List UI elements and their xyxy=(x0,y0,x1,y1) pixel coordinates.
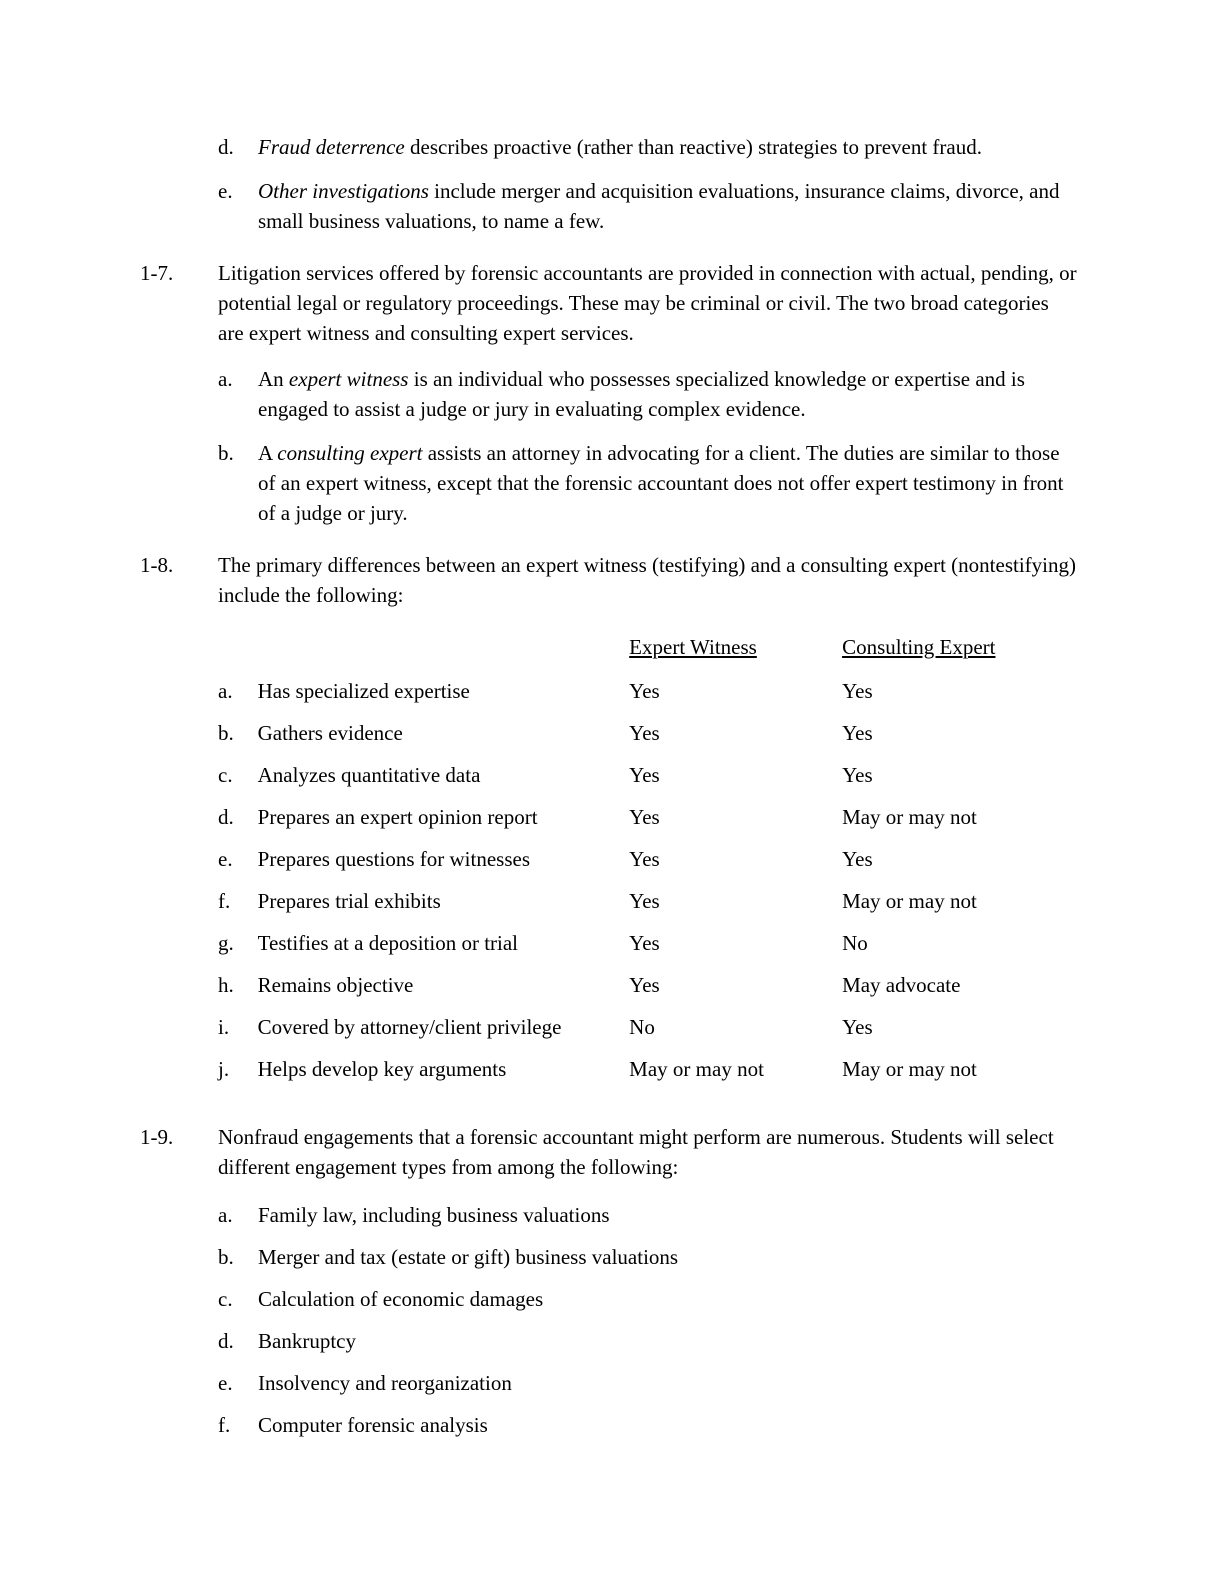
emphasis-term: expert witness xyxy=(288,367,409,391)
row-item-label: Analyzes quantitative data xyxy=(257,763,481,787)
row-marker: e. xyxy=(218,847,233,871)
paragraph-text: Litigation services offered by forensic accountants are provided in connection with actual, pending, or potential legal or regulatory proceedings. These may be criminal or civil. The two broad categories are expert witness and consulting expert services. xyxy=(218,261,1077,345)
list-item xyxy=(218,1368,1080,1398)
list-marker: d. xyxy=(218,1329,234,1353)
row-consulting-expert-value: May advocate xyxy=(842,973,961,997)
list-item-text xyxy=(258,132,1078,162)
row-consulting-expert-value: May or may not xyxy=(842,1057,977,1081)
list-item-text xyxy=(258,364,1078,424)
header-item xyxy=(258,632,630,676)
row-marker: a. xyxy=(218,679,233,703)
numbered-item-1-9 xyxy=(140,1122,1080,1182)
list-item-text: Bankruptcy xyxy=(258,1329,356,1353)
table-row xyxy=(218,928,1080,970)
row-expert-witness-value: Yes xyxy=(629,763,660,787)
row-expert-witness-value: Yes xyxy=(629,805,660,829)
row-expert-witness-value: No xyxy=(629,1015,655,1039)
row-consulting-expert-value: Yes xyxy=(842,679,873,703)
list-item xyxy=(218,1284,1080,1314)
list-item-body: is an individual who possesses specialized knowledge or expertise and is engaged to assist a judge or jury in evaluating complex evidence. xyxy=(258,367,1025,421)
list-item xyxy=(218,1410,1080,1440)
list-marker: b. xyxy=(218,441,234,465)
table-row xyxy=(218,718,1080,760)
list-item xyxy=(218,1242,1080,1272)
row-consulting-expert-value: Yes xyxy=(842,1015,873,1039)
row-marker: g. xyxy=(218,931,234,955)
row-marker: c. xyxy=(218,763,233,787)
list-marker: f. xyxy=(218,1413,231,1437)
list-item xyxy=(218,1326,1080,1356)
list-item-text: Insolvency and reorganization xyxy=(258,1371,512,1395)
table-row xyxy=(218,1012,1080,1054)
header-expert-witness: Expert Witness xyxy=(629,635,757,659)
list-marker: 1-7. xyxy=(140,261,174,285)
table-row xyxy=(218,970,1080,1012)
row-marker: i. xyxy=(218,1015,230,1039)
list-item xyxy=(218,176,1080,236)
row-consulting-expert-value: May or may not xyxy=(842,889,977,913)
row-marker: j. xyxy=(218,1057,230,1081)
numbered-item-1-8 xyxy=(140,550,1080,610)
row-item-label: Remains objective xyxy=(257,973,414,997)
table-body xyxy=(218,676,1080,1096)
row-item-label: Helps develop key arguments xyxy=(257,1057,507,1081)
row-consulting-expert-value: No xyxy=(842,931,868,955)
list-item xyxy=(218,438,1080,528)
row-item-label: Has specialized expertise xyxy=(257,679,470,703)
list-item-text: Computer forensic analysis xyxy=(258,1413,488,1437)
list-marker: b. xyxy=(218,1245,234,1269)
list-item-body: describes proactive (rather than reactive) strategies to prevent fraud. xyxy=(404,135,982,159)
row-expert-witness-value: Yes xyxy=(629,889,660,913)
list-item-body: include merger and acquisition evaluations, insurance claims, divorce, and small business valuations, to name a few. xyxy=(258,179,1060,233)
emphasis-term: Fraud deterrence xyxy=(258,135,405,159)
list-item-text: Merger and tax (estate or gift) business valuations xyxy=(258,1245,679,1269)
paragraph-text: Nonfraud engagements that a forensic accountant might perform are numerous. Students will select different engagement types from among the following: xyxy=(218,1125,1054,1179)
row-expert-witness-value: Yes xyxy=(629,847,660,871)
row-item-label: Testifies at a deposition or trial xyxy=(257,931,519,955)
row-consulting-expert-value: Yes xyxy=(842,847,873,871)
row-expert-witness-value: Yes xyxy=(629,721,660,745)
row-expert-witness-value: May or may not xyxy=(629,1057,764,1081)
nonfraud-engagement-list xyxy=(140,1200,1080,1440)
table-header-row xyxy=(218,632,1080,676)
table-row xyxy=(218,676,1080,718)
list-item-body: assists an attorney in advocating for a client. The duties are similar to those of an expert witness, except that the forensic accountant does not offer expert testimony in front of a judge or jury. xyxy=(258,441,1064,525)
list-item xyxy=(218,132,1080,162)
list-item-prefix: A xyxy=(258,441,278,465)
row-expert-witness-value: Yes xyxy=(629,931,660,955)
paragraph-text: The primary differences between an expert witness (testifying) and a consulting expert (nontestifying) include the following: xyxy=(218,553,1076,607)
list-marker: a. xyxy=(218,1203,233,1227)
list-item-text: Calculation of economic damages xyxy=(258,1287,544,1311)
emphasis-term: Other investigations xyxy=(258,179,429,203)
table-row xyxy=(218,844,1080,886)
row-marker: b. xyxy=(218,721,234,745)
list-marker: e. xyxy=(218,179,233,203)
list-marker: c. xyxy=(218,1287,233,1311)
list-item xyxy=(218,1200,1080,1230)
header-consulting-expert: Consulting Expert xyxy=(842,635,996,659)
row-item-label: Gathers evidence xyxy=(257,721,403,745)
header-marker xyxy=(218,632,258,676)
list-item xyxy=(218,364,1080,424)
row-consulting-expert-value: Yes xyxy=(842,763,873,787)
list-marker: d. xyxy=(218,135,234,159)
list-marker: e. xyxy=(218,1371,233,1395)
list-marker: a. xyxy=(218,367,233,391)
comparison-table-wrapper xyxy=(218,632,1080,1096)
list-marker: 1-8. xyxy=(140,553,174,577)
row-item-label: Covered by attorney/client privilege xyxy=(257,1015,562,1039)
table-row xyxy=(218,886,1080,928)
row-marker: d. xyxy=(218,805,234,829)
numbered-item-1-7 xyxy=(140,258,1080,348)
emphasis-term: consulting expert xyxy=(277,441,423,465)
table-row xyxy=(218,802,1080,844)
row-marker: f. xyxy=(218,889,231,913)
row-item-label: Prepares trial exhibits xyxy=(257,889,441,913)
row-expert-witness-value: Yes xyxy=(629,679,660,703)
list-item-prefix: An xyxy=(258,367,289,391)
list-item-text xyxy=(258,176,1078,236)
list-marker: 1-9. xyxy=(140,1125,174,1149)
page-content xyxy=(140,132,1080,1452)
row-marker: h. xyxy=(218,973,234,997)
row-expert-witness-value: Yes xyxy=(629,973,660,997)
row-item-label: Prepares questions for witnesses xyxy=(257,847,531,871)
table-header xyxy=(218,632,1080,676)
list-item-text xyxy=(258,438,1078,528)
row-item-label: Prepares an expert opinion report xyxy=(257,805,538,829)
table-row xyxy=(218,760,1080,802)
table-row xyxy=(218,1054,1080,1096)
list-item-text: Family law, including business valuations xyxy=(258,1203,610,1227)
comparison-table xyxy=(218,632,1080,1096)
row-consulting-expert-value: Yes xyxy=(842,721,873,745)
row-consulting-expert-value: May or may not xyxy=(842,805,977,829)
